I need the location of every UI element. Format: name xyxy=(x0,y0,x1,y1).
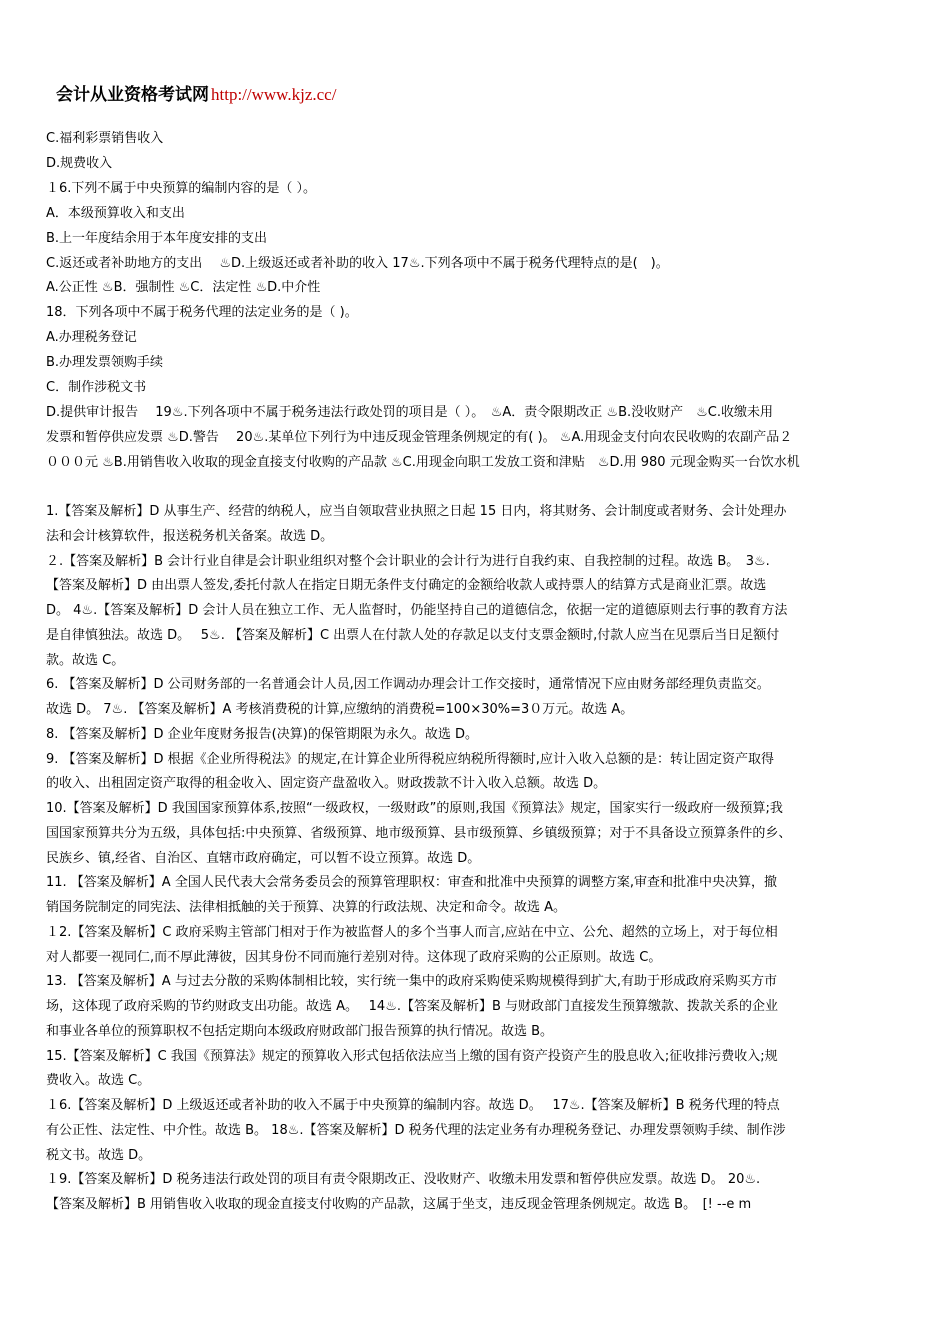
site-url-link[interactable]: http://www.kjz.cc/ xyxy=(211,85,337,104)
question-line: １6.下列不属于中央预算的编制内容的是（ ）。 xyxy=(46,180,317,196)
answer-line: 国国家预算共分为五级，具体包括:中央预算、省级预算、地市级预算、县市级预算、乡镇级预算；对于不具备设立预算条件的乡、 xyxy=(46,825,792,841)
answer-line: 8. 【答案及解析】D 企业年度财务报告(决算)的保管期限为永久。故选 D。 xyxy=(46,726,478,742)
question-line: A.公正性 ♨B．强制性 ♨C．法定性 ♨D.中介性 xyxy=(46,280,321,296)
answer-line: ２.【答案及解析】B 会计行业自律是会计职业组织对整个会计职业的会计行为进行自我约束、自我控制的过程。故选 B。 3♨. xyxy=(46,553,770,569)
question-line: ０００元 ♨B.用销售收入收取的现金直接支付收购的产品款 ♨C.用现金向职工发放工资和津贴 ♨D.用 980 元现金购买一台饮水机 xyxy=(46,454,800,470)
answer-line: 场，这体现了政府采购的节约财政支出功能。故选 A。 14♨.【答案及解析】B 与财政部门直接发生预算缴款、拨款关系的企业 xyxy=(46,999,779,1014)
site-header xyxy=(56,80,336,105)
answer-line: １6.【答案及解析】D 上级返还或者补助的收入不属于中央预算的编制内容。故选 D。 17♨.【答案及解析】B 税务代理的特点 xyxy=(46,1098,780,1113)
answer-line: 的收入、出租固定资产取得的租金收入、固定资产盘盈收入。财政拨款不计入收入总额。故选 D。 xyxy=(46,776,607,792)
answer-line: 15.【答案及解析】C 我国《预算法》规定的预算收入形式包括依法应当上缴的国有资产投资产生的股息收入;征收排污费收入;规 xyxy=(46,1048,778,1064)
answer-line: 和事业各单位的预算职权不包括定期向本级政府财政部门报告预算的执行情况。故选 B。 xyxy=(46,1023,554,1039)
answer-line: 13. 【答案及解析】A 与过去分散的采购体制相比较，实行统一集中的政府采购使采购规模得到扩大,有助于形成政府采购买方市 xyxy=(46,974,777,990)
answer-line: 民族乡、镇,经省、自治区、直辖市政府确定，可以暂不设立预算。故选 D。 xyxy=(46,850,481,866)
answer-line: 9. 【答案及解析】D 根据《企业所得税法》的规定,在计算企业所得税应纳税所得额时,应计入收入总额的是：转让固定资产取得 xyxy=(46,751,774,767)
answer-line: 【答案及解析】B 用销售收入收取的现金直接支付收购的产品款，这属于坐支，违反现金管理条例规定。故选 B。 [! --e m xyxy=(46,1197,752,1212)
answer-line: 1.【答案及解析】D 从事生产、经营的纳税人，应当自领取营业执照之日起 15 日内，将其财务、会计制度或者财务、会计处理办 xyxy=(46,504,787,519)
answer-line: 【答案及解析】D 由出票人签发,委托付款人在指定日期无条件支付确定的金额给收款人或持票人的结算方式是商业汇票。故选 xyxy=(46,578,767,594)
question-line: A．本级预算收入和支出 xyxy=(46,205,185,221)
answer-line: 费收入。故选 C。 xyxy=(46,1073,151,1089)
answer-line: 法和会计核算软件，报送税务机关备案。故选 D。 xyxy=(46,528,334,544)
question-line: C.返还或者补助地方的支出 ♨D.上级返还或者补助的收入 17♨.下列各项中不属于税务代理特点的是( )。 xyxy=(46,255,669,271)
answer-line: 税文书。故选 D。 xyxy=(46,1147,152,1163)
question-line: 发票和暂停供应发票 ♨D.警告 20♨.某单位下列行为中违反现金管理条例规定的有( )。 ♨A.用现金支付向农民收购的农副产品２ xyxy=(46,429,793,445)
answer-block xyxy=(46,500,876,1218)
site-name: 会计从业资格考试网 xyxy=(56,85,209,105)
answer-line: 11. 【答案及解析】A 全国人民代表大会常务委员会的预算管理职权：审查和批准中央预算的调整方案,审查和批准中央决算，撤 xyxy=(46,875,777,891)
question-line: C．制作涉税文书 xyxy=(46,380,147,396)
question-line: B.上一年度结余用于本年度安排的支出 xyxy=(46,230,268,246)
answer-line: 是自律慎独法。故选 D。 5♨. 【答案及解析】C 出票人在付款人处的存款足以支付支票金额时,付款人应当在见票后当日足额付 xyxy=(46,627,780,643)
question-line: B.办理发票领购手续 xyxy=(46,355,164,371)
answer-line: D。 4♨.【答案及解析】D 会计人员在独立工作、无人监督时，仍能坚持自己的道德信念，依据一定的道德原则去行事的教育方法 xyxy=(46,603,788,618)
answer-line: 有公正性、法定性、中介性。故选 B。 18♨.【答案及解析】D 税务代理的法定业务有办理税务登记、办理发票领购手续、制作涉 xyxy=(46,1122,786,1138)
question-line: C.福利彩票销售收入 xyxy=(46,131,164,146)
answer-line: 故选 D。 7♨. 【答案及解析】A 考核消费税的计算,应缴纳的消费税=100×30%=3０万元。故选 A。 xyxy=(46,702,634,717)
question-line: 18．下列各项中不属于税务代理的法定业务的是（ )。 xyxy=(46,305,358,321)
answer-line: １9.【答案及解析】D 税务违法行政处罚的项目有责令限期改正、没收财产、收缴未用发票和暂停供应发票。故选 D。 20♨. xyxy=(46,1172,761,1188)
answer-line: 10.【答案及解析】D 我国国家预算体系,按照“一级政权，一级财政”的原则,我国《预算法》规定，国家实行一级政府一级预算;我 xyxy=(46,801,783,816)
question-line: D.提供审计报告 19♨.下列各项中不属于税务违法行政处罚的项目是（ ）。 ♨A．责令限期改正 ♨B.没收财产 ♨C.收缴未用 xyxy=(46,404,773,420)
answer-line: 款。故选 C。 xyxy=(46,652,125,668)
answer-line: 销国务院制定的同宪法、法律相抵触的关于预算、决算的行政法规、决定和命令。故选 A。 xyxy=(46,900,567,915)
question-line: D.规费收入 xyxy=(46,155,113,171)
question-line: A.办理税务登记 xyxy=(46,330,137,346)
question-block xyxy=(46,127,876,476)
answer-line: 6. 【答案及解析】D 公司财务部的一名普通会计人员,因工作调动办理会计工作交接时，通常情况下应由财务部经理负责监交。 xyxy=(46,677,770,693)
answer-line: 对人都要一视同仁,而不厚此薄彼，因其身份不同而施行差别对待。这体现了政府采购的公正原则。故选 C。 xyxy=(46,949,662,965)
answer-line: １2.【答案及解析】C 政府采购主管部门相对于作为被监督人的多个当事人而言,应站在中立、公允、超然的立场上，对于每位相 xyxy=(46,924,778,940)
